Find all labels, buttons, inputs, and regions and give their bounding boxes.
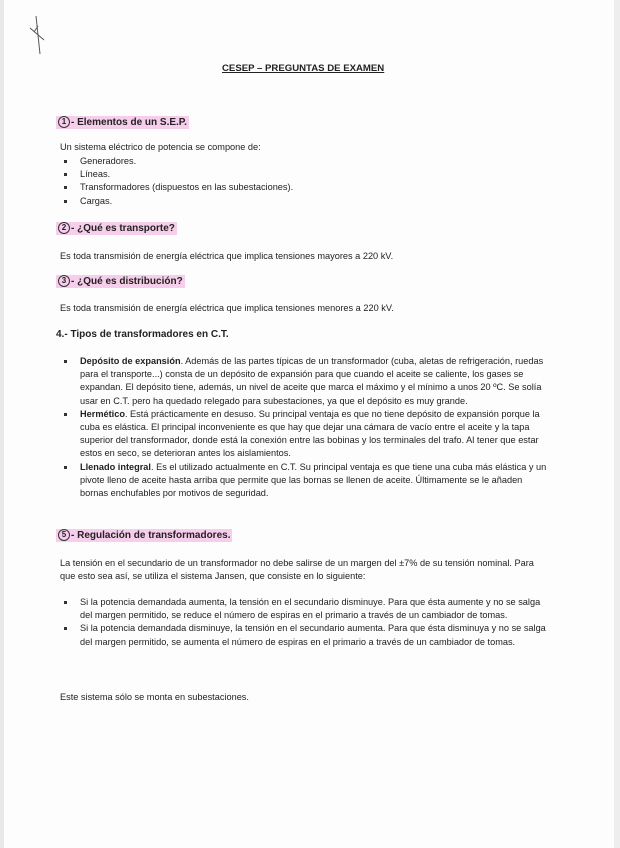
section-2-heading: 2 - ¿Qué es transporte? — [56, 222, 177, 234]
section-3-body: Es toda transmisión de energía eléctrica que implica tensiones menores a 220 kV. — [60, 303, 394, 313]
section-2-body: Es toda transmisión de energía eléctrica que implica tensiones mayores a 220 kV. — [60, 251, 394, 261]
section-number: 5 — [58, 529, 70, 541]
section-number: 2 — [58, 222, 70, 234]
list-item: Depósito de expansión. Además de las partes típicas de un transformador (cuba, aletas de refrigeración, ruedas para el transporte...) consta de un depósito de expansión para que cuando el aceite se caliente, los gases se expandan. El depósito tiene, además, un nivel de aceite que marca el máximo y el mínimo a unos 20 ºC. Se solía usar en C.T. pero ha quedado relegado para subestaciones, ya que el depósito es muy grande. — [62, 355, 552, 408]
list-item: Generadores. — [62, 155, 552, 168]
section-4-heading: 4.- Tipos de transformadores en C.T. — [56, 329, 229, 340]
section-5-heading: 5 - Regulación de transformadores. — [56, 529, 232, 541]
list-item: Si la potencia demandada aumenta, la tensión en el secundario disminuye. Para que ésta aumente y no se salga del margen permitido, se reduce el número de espiras en el primario a través de un cambiador de tomas. — [62, 596, 552, 622]
item-term: Hermético — [80, 408, 125, 419]
item-term: Llenado integral — [80, 461, 151, 472]
section-5-outro: Este sistema sólo se monta en subestaciones. — [60, 692, 249, 702]
list-item: Hermético. Está prácticamente en desuso. Su principal ventaja es que no tiene depósito de expansión porque la cuba es elástica. El principal inconveniente es que hay que dejar una cámara de vacío entre el aceite y la tapa superior del transformador, donde está la conexión entre las bobinas y los terminales del trafo. Al tener que estar estos en seco, se deterioran antes los aislamientos. — [62, 408, 552, 461]
section-number: 3 — [58, 275, 70, 287]
page-title: CESEP – PREGUNTAS DE EXAMEN — [222, 63, 385, 74]
section-4-list — [62, 355, 552, 500]
pen-mark-icon — [22, 14, 52, 64]
section-number: 1 — [58, 116, 70, 128]
item-term: Depósito de expansión — [80, 356, 181, 366]
list-item: Llenado integral. Es el utilizado actualmente en C.T. Su principal ventaja es que tiene una cuba más elástica y un pivote lleno de aceite hasta arriba que permite que las bornas se llenen de aceite. Últimamente se le añaden bornas enchufables por motivos de seguridad. — [62, 461, 552, 501]
list-item: Cargas. — [62, 195, 552, 208]
section-1-intro: Un sistema eléctrico de potencia se compone de: — [60, 142, 261, 152]
list-item: Si la potencia demandada disminuye, la tensión en el secundario aumenta. Para que ésta disminuya y no se salga del margen permitido, se aumenta el número de espiras en el primario a través de un cambiador de tomas. — [62, 622, 552, 648]
section-5-list — [62, 596, 552, 649]
section-5-intro: La tensión en el secundario de un transformador no debe salirse de un margen del ±7% de su tensión nominal. Para que esto sea así, se utiliza el sistema Jansen, que consiste en lo siguiente: — [60, 558, 534, 582]
page-edge-right — [614, 0, 620, 848]
section-1-list — [62, 155, 552, 208]
list-item: Transformadores (dispuestos en las subestaciones). — [62, 181, 552, 194]
page-edge-left — [0, 0, 4, 848]
section-3-heading: 3 - ¿Qué es distribución? — [56, 275, 185, 287]
section-1-heading: 1 - Elementos de un S.E.P. — [56, 116, 189, 128]
list-item: Líneas. — [62, 168, 552, 181]
